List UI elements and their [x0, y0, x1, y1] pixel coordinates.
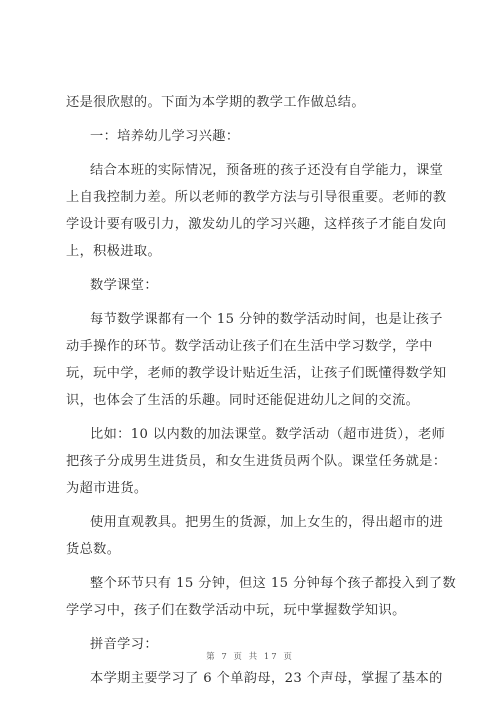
page-footer: 第 7 页 共 17 页 [206, 652, 294, 662]
text-line: 比如：10 以内数的加法课堂。数学活动（超市进货），老师 [90, 427, 446, 442]
section-heading: 数学课堂： [90, 278, 158, 293]
text-line: 学设计要有吸引力，激发幼儿的学习兴趣，这样孩子才能自发向 [66, 217, 447, 232]
text-line: 为超市进货。 [66, 481, 148, 496]
section-heading: 一：培养幼儿学习兴趣： [90, 129, 240, 144]
text-line: 还是很欣慰的。下面为本学期的教学工作做总结。 [66, 95, 365, 110]
text-line: 使用直观教具。把男生的货源，加上女生的，得出超市的进 [90, 515, 444, 530]
text-line: 上，积极进取。 [66, 244, 162, 259]
body-text [66, 89, 457, 692]
text-line: 玩，玩中学，老师的教学设计贴近生活，让孩子们既懂得数学知 [66, 366, 447, 381]
text-line: 货总数。 [66, 542, 121, 557]
text-line: 把孩子分成男生进货员，和女生进货员两个队。课堂任务就是： [66, 454, 447, 469]
text-line: 结合本班的实际情况，预备班的孩子还没有自学能力，课堂 [90, 163, 444, 178]
text-line: 学学习中，孩子们在数学活动中玩，玩中掌握数学知识。 [66, 603, 406, 618]
text-line: 本学期主要学习了 6 个单韵母，23 个声母，掌握了基本的 [90, 671, 443, 686]
text-line: 每节数学课都有一个 15 分钟的数学活动时间，也是让孩子 [90, 312, 443, 327]
text-line: 整个环节只有 15 分钟，但这 15 分钟每个孩子都投入到了数 [90, 576, 457, 591]
text-line: 动手操作的环节。数学活动让孩子们在生活中学习数学，学中 [66, 339, 433, 354]
section-heading: 拼音学习： [90, 637, 158, 652]
text-line: 上自我控制力差。所以老师的教学方法与引导很重要。老师的教 [66, 190, 447, 205]
text-line: 识，也体会了生活的乐趣。同时还能促进幼儿之间的交流。 [66, 393, 420, 408]
